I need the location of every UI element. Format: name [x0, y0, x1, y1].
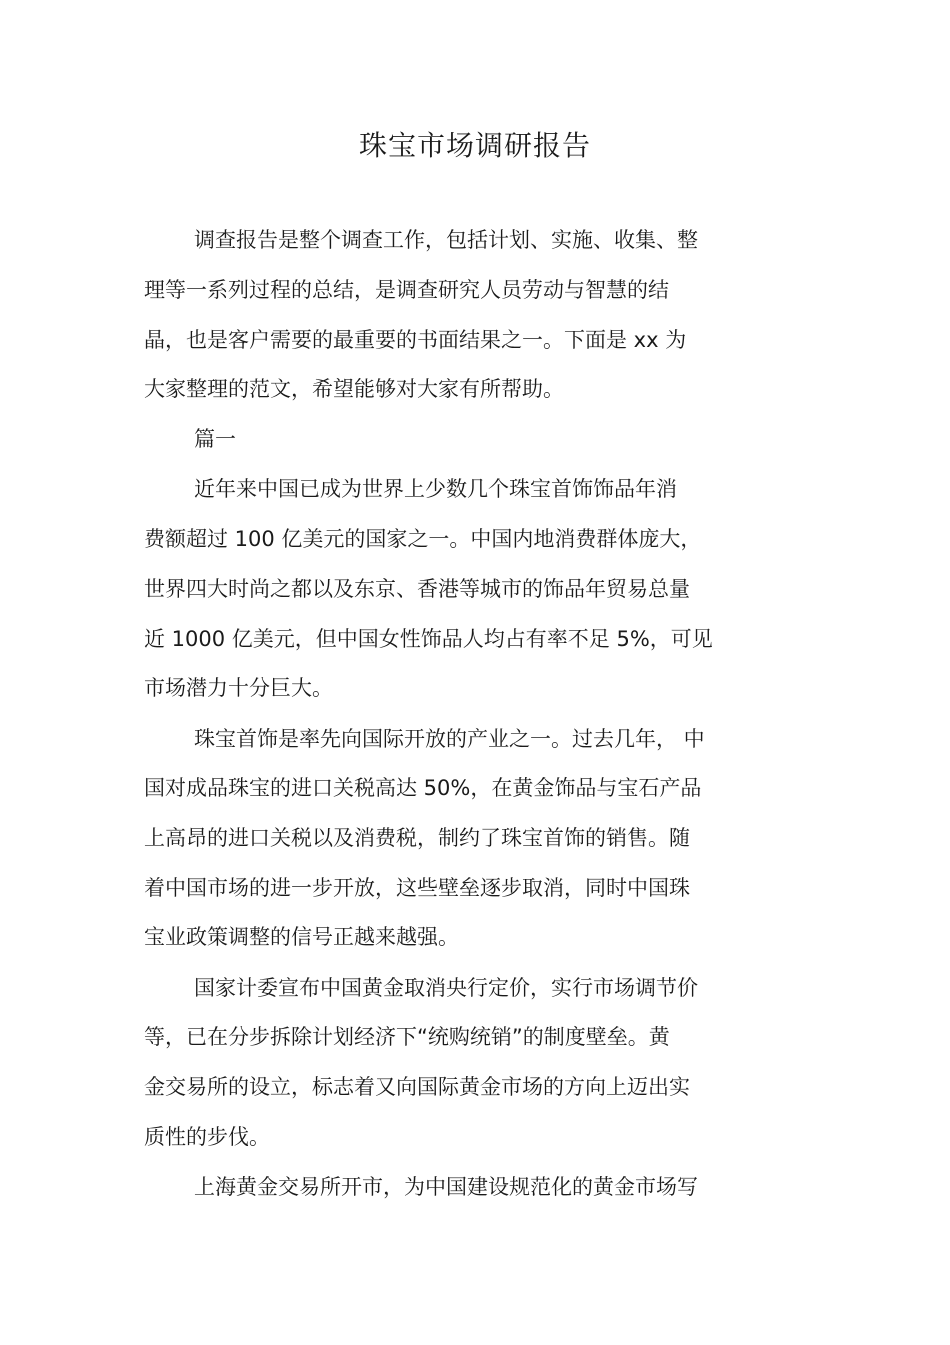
- text-line: 国家计委宣布中国黄金取消央行定价，实行市场调节价: [194, 976, 698, 1000]
- text-line: 上高昂的进口关税以及消费税，制约了珠宝首饰的销售。随: [144, 826, 690, 850]
- section-heading: 篇一: [194, 427, 236, 451]
- text-line: 国对成品珠宝的进口关税高达 50%，在黄金饰品与宝石产品: [144, 776, 702, 800]
- text-line: 上海黄金交易所开市，为中国建设规范化的黄金市场写: [194, 1175, 698, 1199]
- text-line: 宝业政策调整的信号正越来越强。: [144, 925, 459, 949]
- text-line: 大家整理的范文，希望能够对大家有所帮助。: [144, 377, 564, 401]
- text-line: 市场潜力十分巨大。: [144, 676, 333, 700]
- text-line: 等，已在分步拆除计划经济下“统购统销”的制度壁垒。黄: [144, 1025, 670, 1049]
- text-line: 近年来中国已成为世界上少数几个珠宝首饰饰品年消: [194, 477, 677, 501]
- text-line: 理等一系列过程的总结，是调查研究人员劳动与智慧的结: [144, 278, 669, 302]
- text-line: 调查报告是整个调查工作，包括计划、实施、收集、整: [194, 228, 698, 252]
- text-line: 费额超过 100 亿美元的国家之一。中国内地消费群体庞大，: [144, 527, 702, 551]
- text-line: 珠宝首饰是率先向国际开放的产业之一。过去几年， 中: [194, 727, 705, 751]
- page-title: 珠宝市场调研报告: [358, 129, 591, 162]
- text-line: 质性的步伐。: [144, 1125, 270, 1149]
- text-line: 近 1000 亿美元，但中国女性饰品人均占有率不足 5%，可见: [144, 627, 713, 651]
- text-line: 晶，也是客户需要的最重要的书面结果之一。下面是 xx 为: [144, 328, 687, 352]
- text-line: 着中国市场的进一步开放，这些壁垒逐步取消，同时中国珠: [144, 876, 690, 900]
- text-line: 世界四大时尚之都以及东京、香港等城市的饰品年贸易总量: [144, 577, 690, 601]
- text-line: 金交易所的设立，标志着又向国际黄金市场的方向上迈出实: [144, 1075, 690, 1099]
